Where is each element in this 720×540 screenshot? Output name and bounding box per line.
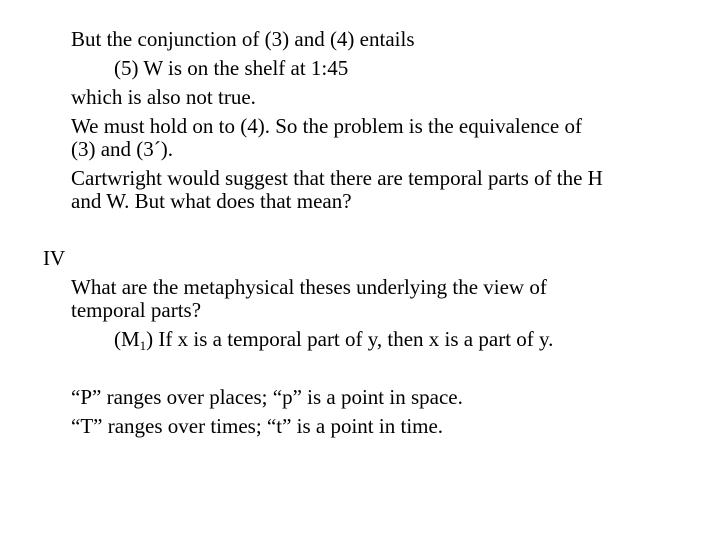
principle-text: ) If x is a temporal part of y, then x is a part of y. (146, 327, 554, 351)
numbered-statement-5: (5) W is on the shelf at 1:45 (114, 56, 349, 80)
text-line: Cartwright would suggest that there are temporal parts of the H (71, 166, 603, 190)
text-line: What are the metaphysical theses underlying the view of (71, 275, 547, 299)
text-line: “P” ranges over places; “p” is a point in space. (71, 385, 463, 409)
text-line: and W. But what does that mean? (71, 189, 352, 213)
text-line: We must hold on to (4). So the problem is the equivalence of (71, 114, 582, 138)
principle-label-subscript: 1 (139, 338, 147, 353)
section-heading: IV (43, 246, 66, 270)
text-line: But the conjunction of (3) and (4) entails (71, 27, 415, 51)
text-line: (3) and (3´). (71, 137, 174, 161)
principle-label-open: (M (114, 327, 140, 351)
text-line: which is also not true. (71, 85, 256, 109)
text-line: temporal parts? (71, 298, 202, 322)
principle-m1 (114, 327, 553, 351)
text-line: “T” ranges over times; “t” is a point in time. (71, 414, 444, 438)
